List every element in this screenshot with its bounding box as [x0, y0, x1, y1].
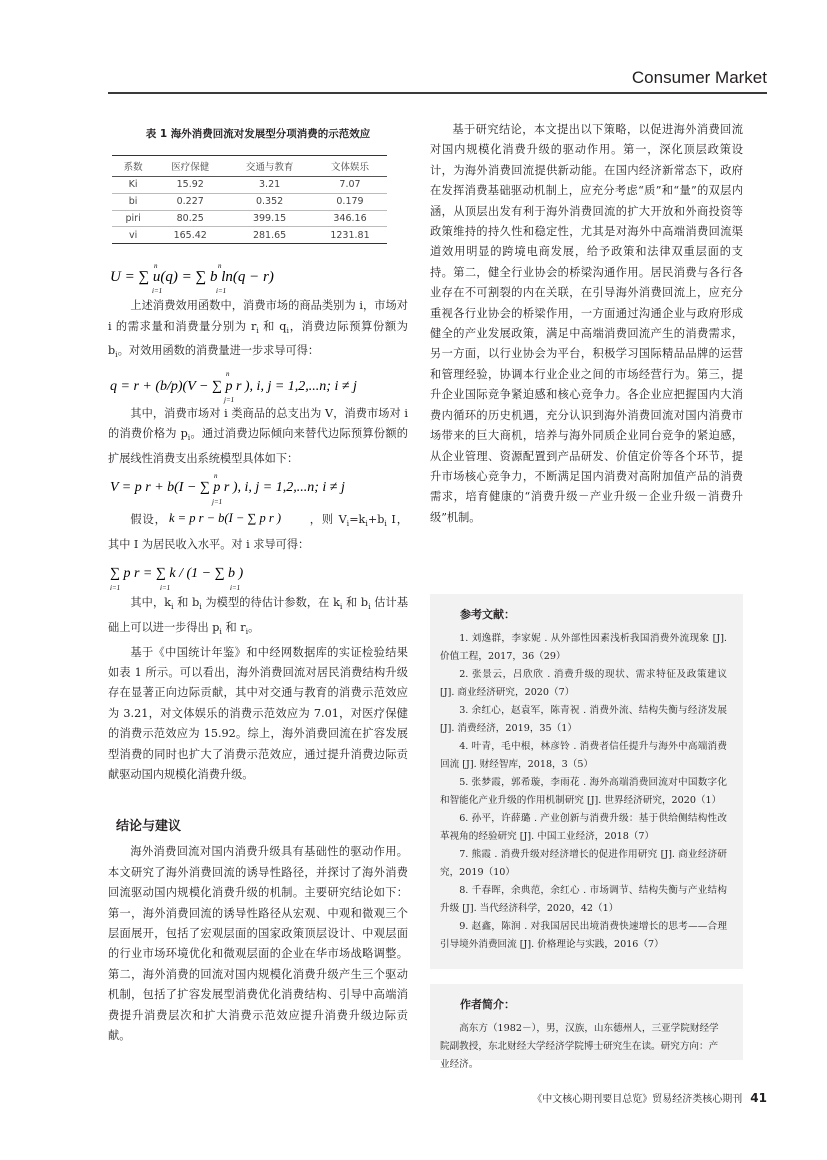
section-heading: 结论与建议 — [116, 819, 182, 835]
paragraph: 假设， k = p r − b(I − ∑ p r ) ，则 $V_i=k_i+b_i$ I，其中 I 为居民收入水平。对 i 求导可得： — [108, 507, 408, 555]
references-heading: 参考文献： — [460, 608, 515, 621]
table-cell: 7.07 — [313, 177, 387, 194]
table-cell: 165.42 — [154, 227, 226, 244]
table-cell: 0.352 — [226, 193, 313, 210]
reference-item: 7. 熊霞 . 消费升级对经济增长的促进作用研究 [J]. 商业经济研究，2019（10） — [440, 849, 727, 878]
author-box — [430, 984, 743, 1070]
table-cell: bi — [112, 193, 154, 210]
svg-text:U = ∑ u(q) = ∑ b ln(q − r): U = ∑ u(q) = ∑ b ln(q − r) — [110, 269, 274, 286]
references-box — [430, 594, 743, 969]
elc-model-equation — [108, 469, 408, 507]
table-cell: 399.15 — [226, 210, 313, 227]
derivative-equation — [108, 555, 408, 593]
reference-item: 3. 余红心，赵袁军，陈青祝 . 消费外流、结构失衡与经济发展 [J]. 消费经济，2019，35（1） — [440, 705, 727, 734]
svg-text:n: n — [226, 369, 230, 378]
table-row — [112, 210, 387, 227]
demand-equation-graphic — [108, 366, 388, 404]
table-header-cell: 交通与教育 — [226, 156, 313, 177]
table-header-row — [112, 156, 387, 177]
svg-text:q = r + (b/p)(V − ∑ p r ), i,: q = r + (b/p)(V − ∑ p r ), i, j = 1,2,...n; i ≠ j — [110, 378, 357, 394]
assumption-inline-equation — [167, 507, 309, 529]
utility-equation — [108, 258, 408, 296]
right-column — [430, 120, 743, 528]
author-bio: 高东方（1982－），男，汉族，山东德州人，三亚学院财经学院副教授，东北财经大学经济学院博士研究生在读。研究方向：产业经济。 — [440, 1023, 719, 1070]
reference-item: 2. 张景云，吕欣欣 . 消费升级的现状、需求特征及政策建议 [J]. 商业经济研究，2020（7） — [440, 669, 727, 698]
reference-item: 9. 赵鑫，陈润 . 对我国居民出境消费快速增长的思考——合理引导境外消费回流 [J]. 价格理论与实践，2016（7） — [440, 921, 727, 950]
table-cell: 15.92 — [154, 177, 226, 194]
svg-text:n: n — [214, 472, 218, 481]
paragraph: 其中，消费市场对 i 类商品的总支出为 V，消费市场对 i 的消费价格为 $p_i$。通过消费边际倾向来替代边际预算份额的扩展线性消费支出系统模型具体如下： — [108, 406, 408, 465]
reference-item: 1. 刘逸群，李家妮 . 从外部性因素浅析我国消费外流现象 [J]. 价值工程，2017，36（29） — [440, 633, 727, 662]
reference-item: 6. 孙平，许薛璐 . 产业创新与消费升级：基于供给侧结构性改革视角的经验研究 [J]. 中国工业经济，2018（7） — [440, 813, 727, 842]
svg-text:n: n — [154, 262, 158, 271]
reference-item: 5. 张梦霞，郭希璇，李雨花 . 海外高端消费回流对中国数字化和智能化产业升级的作用机制研究 [J]. 世界经济研究，2020（1） — [440, 777, 727, 806]
utility-equation-graphic — [108, 259, 328, 295]
table-cell: 281.65 — [226, 227, 313, 244]
svg-text:i=1: i=1 — [216, 287, 227, 296]
header-divider — [108, 92, 767, 94]
reference-item: 8. 千春晖，余典范，余红心 . 市场调节、结构失衡与产业结构升级 [J]. 当代经济科学，2020，42（1） — [440, 885, 727, 914]
paragraph: 基于研究结论，本文提出以下策略，以促进海外消费回流对国内规模化消费升级的驱动作用。第一，深化顶层政策设计，为海外消费回流提供新动能。在国内经济新常态下，政府在发挥消费基础驱动机制上，应充分考虑“质”和“量”的双层内涵，从顶层出发有利于海外消费回流的扩大开放和外商投资等政策维持的持久性和稳定性，尤其是对海外中高端消费回流渠道效用明显的跨境电商发展，给予政策和法律双重层面的支持。第二，健全行业协会的桥梁沟通作用。居民消费与各行各业存在不可割裂的内在关联，在引导海外消费回流上，应充分重视各行业协会的桥梁作用，一方面通过沟通企业与政府形成健全的产业发展政策，满足中高端消费回流产生的消费需求，另一方面，以行业协会为平台，积极学习国际精品品牌的运营和管理经验，协调本行业企业之间的市场经营行为。第三，提升企业国际竞争紧迫感和核心竞争力。各企业应把握国内大消费内循环的历史机遇，充分认识到海外消费回流对国内消费市场带来的巨大商机，培养与海外同质企业同台竞争的紧迫感，从企业管理、资源配置到产品研发、价值定价等各个环节，提升市场核心竞争力，不断满足国内消费对高附加值产品的消费需求，培育健康的“消费升级－产业升级－企业升级－消费升级”机制。 — [430, 123, 743, 524]
table-cell: 80.25 — [154, 210, 226, 227]
elc-model-equation-graphic — [108, 469, 388, 507]
paragraph: 海外消费回流对国内消费升级具有基础性的驱动作用。本文研究了海外消费回流的诱导性路径，并探讨了海外消费回流驱动国内规模化消费升级的机制。主要研究结论如下：第一，海外消费回流的诱导性路径从宏观、中观和微观三个层面展开，包括了宏观层面的国家政策顶层设计、中观层面的行业市场环境优化和微观层面的企业在华市场战略调整。第二，海外消费的回流对国内规模化消费升级产生三个驱动机制，包括了扩容发展型消费优化消费结构、引导中高端消费提升消费层次和扩大消费示范效应提升消费升级边际贡献。 — [108, 845, 408, 1043]
table-cell: 0.179 — [313, 193, 387, 210]
author-heading: 作者简介： — [460, 998, 515, 1011]
table-caption: 表 1 海外消费回流对发展型分项消费的示范效应 — [145, 128, 371, 140]
table-cell: 1231.81 — [313, 227, 387, 244]
paragraph: 基于《中国统计年鉴》和中经网数据库的实证检验结果如表 1 所示。可以看出，海外消费回流对居民消费结构升级存在显著正向边际贡献，其中对交通与教育的消费示范效应为 3.21，对文体娱乐的消费示范效应为 7.01，对医疗保健的消费示范效应为 15.92。综上，海外消费回流在扩容发展型消费的同时也扩大了消费示范效应，通过提升消费边际贡献驱动国内规模化消费升级。 — [108, 645, 408, 782]
svg-text:j=1: j=1 — [212, 498, 223, 507]
table-cell: vi — [112, 227, 154, 244]
demand-equation — [108, 366, 408, 404]
svg-text:i=1: i=1 — [160, 584, 171, 593]
svg-text:j=1: j=1 — [224, 395, 235, 404]
table-cell: 346.16 — [313, 210, 387, 227]
svg-text:i=1: i=1 — [110, 584, 121, 593]
journal-header-title: Consumer Market — [631, 68, 767, 87]
svg-text:i=1: i=1 — [230, 584, 241, 593]
left-column — [108, 120, 408, 1047]
paragraph: 其中，$k_i$ 和 $b_i$ 为模型的待估计参数，在 $k_i$ 和 $b_i$ 估计基础上可以进一步得出 $p_i$ 和 $r_i$。 — [108, 596, 409, 637]
svg-text:V = p r + b(I − ∑ p r ), i, j: V = p r + b(I − ∑ p r ), i, j = 1,2,...n; i ≠ j — [110, 480, 345, 496]
svg-text:k = p r − b(I − ∑ p r ): k = p r − b(I − ∑ p r ) — [168, 511, 281, 526]
table-row — [112, 227, 387, 244]
page-footer — [532, 1090, 767, 1105]
svg-text:i=1: i=1 — [152, 287, 163, 296]
table-header-cell: 系数 — [112, 156, 154, 177]
table-row — [112, 177, 387, 194]
table-header-cell: 文体娱乐 — [313, 156, 387, 177]
table-header-cell: 医疗保健 — [154, 156, 226, 177]
reference-item: 4. 叶青，毛中根，林彦铃 . 消费者信任提升与海外中高端消费回流 [J]. 财经智库，2018，3（5） — [440, 741, 727, 770]
table-cell: Ki — [112, 177, 154, 194]
table-cell: 0.227 — [154, 193, 226, 210]
table-cell: 3.21 — [226, 177, 313, 194]
svg-text:∑ p r = ∑ k / (1 − ∑ b ): ∑ p r = ∑ k / (1 − ∑ b ) — [110, 566, 244, 582]
footer-journal: 《中文核心期刊要目总览》贸易经济类核心期刊 — [532, 1094, 743, 1105]
paragraph: 上述消费效用函数中，消费市场的商品类别为 i，市场对 i 的需求量和消费量分别为 $r_i$ 和 $q_i$，消费边际预算份额为 $b_i$。对效用函数的消费量进一步求导可得： — [108, 299, 408, 360]
coefficient-table — [112, 155, 387, 244]
svg-text:n: n — [218, 262, 222, 271]
page-number: 41 — [750, 1091, 767, 1105]
table-row — [112, 193, 387, 210]
derivative-equation-graphic — [108, 555, 308, 593]
table-cell: piri — [112, 210, 154, 227]
